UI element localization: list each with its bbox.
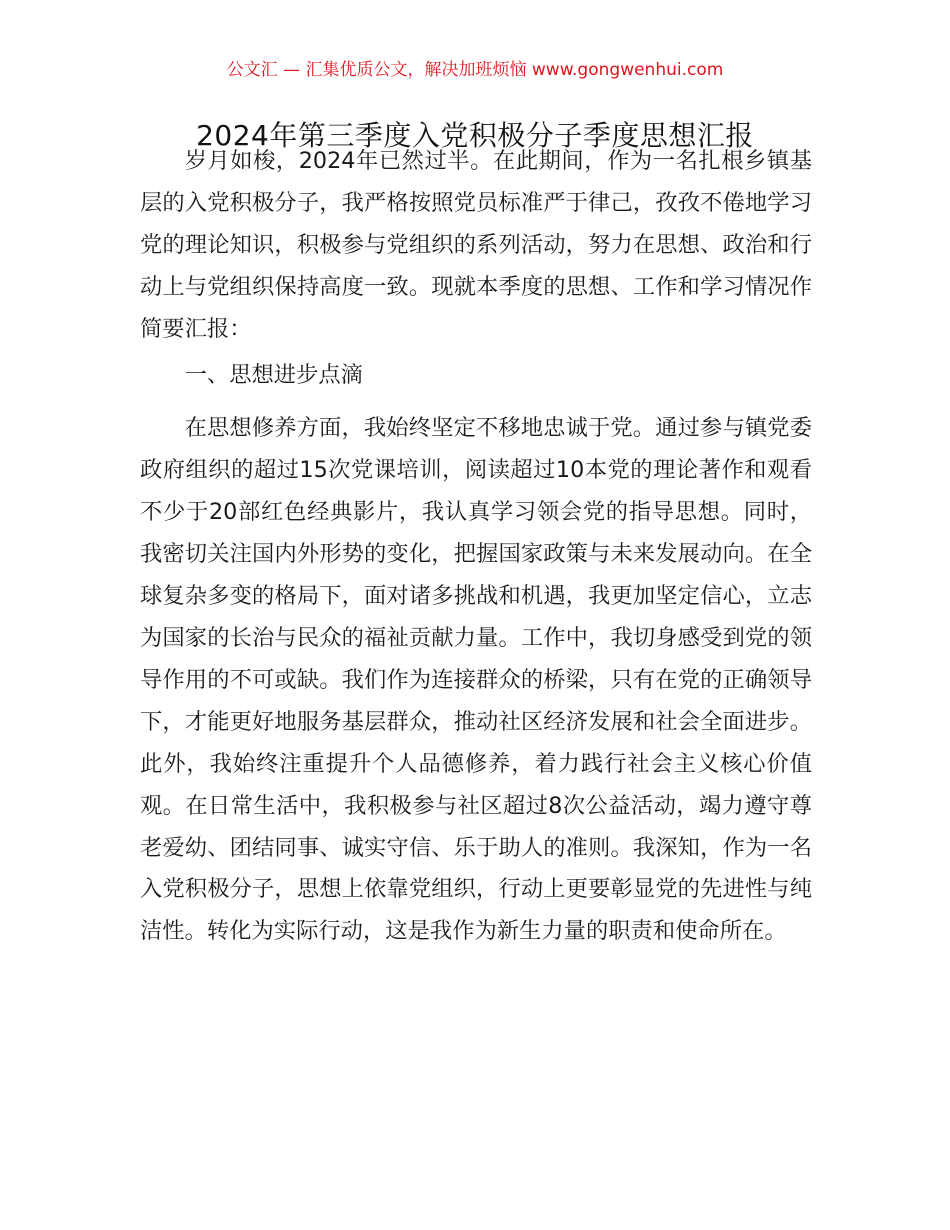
spacer [140, 396, 812, 408]
section-paragraph: 在思想修养方面，我始终坚定不移地忠诚于党。通过参与镇党委政府组织的超过15次党课培训，阅读超过10本党的理论著作和观看不少于20部红色经典影片，我认真学习领会党的指导思想。同时，我密切关注国内外形势的变化，把握国家政策与未来发展动向。在全球复杂多变的格局下，面对诸多挑战和机遇，我更加坚定信心，立志为国家的长治与民众的福祉贡献力量。工作中，我切身感受到党的领导作用的不可或缺。我们作为连接群众的桥梁，只有在党的正确领导下，才能更好地服务基层群众，推动社区经济发展和社会全面进步。此外，我始终注重提升个人品德修养，着力践行社会主义核心价值观。在日常生活中，我积极参与社区超过8次公益活动，竭力遵守尊老爱幼、团结同事、诚实守信、乐于助人的准则。我深知，作为一名入党积极分子，思想上依靠党组织，行动上更要彰显党的先进性与纯洁性。转化为实际行动，这是我作为新生力量的职责和使命所在。 [140, 415, 812, 945]
document-body [140, 141, 812, 953]
document-title: 2024年第三季度入党积极分子季度思想汇报 [196, 119, 754, 152]
section-heading: 一、思想进步点滴 [184, 361, 363, 388]
intro-paragraph: 岁月如梭，2024年已然过半。在此期间，作为一名扎根乡镇基层的入党积极分子，我严格按照党员标准严于律己，孜孜不倦地学习党的理论知识，积极参与党组织的系列活动，努力在思想、政治和行动上与党组织保持高度一致。现就本季度的思想、工作和学习情况作简要汇报： [140, 148, 812, 342]
site-banner: 公文汇 — 汇集优质公文，解决加班烦恼 www.gongwenhui.com [226, 60, 724, 80]
